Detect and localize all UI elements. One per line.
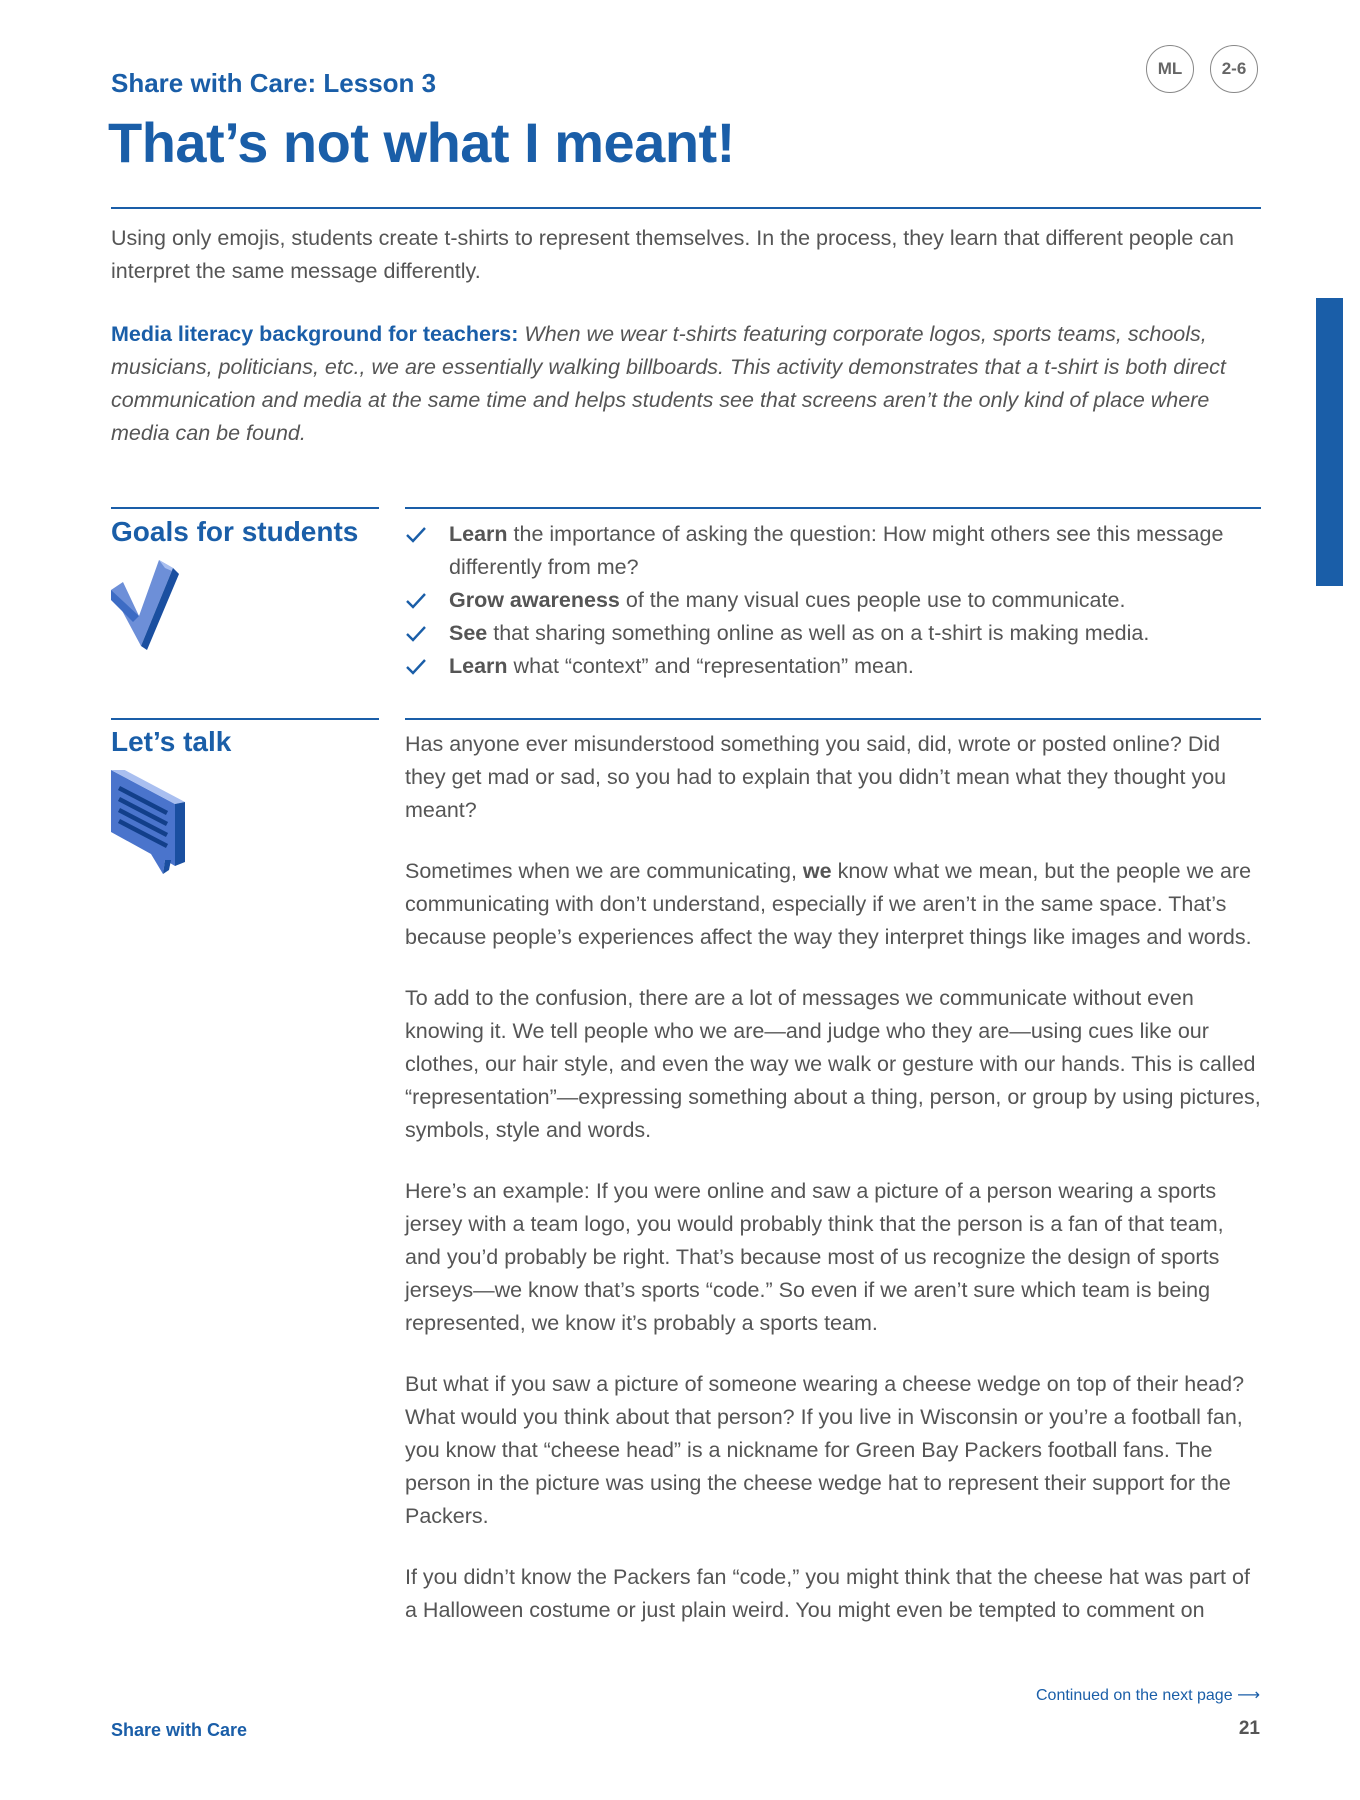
goal-item — [405, 518, 1265, 584]
talk-paragraph: To add to the confusion, there are a lot of messages we communicate without even knowing it. We tell people who we are—and judge who they are—using cues like our clothes, our hair style, and even the way we walk or gesture with our hands. This is called “representation”—expressing something about a thing, person, or group by using pictures, symbols, style and words. — [405, 986, 1261, 1142]
talk-left-divider — [111, 718, 379, 720]
check-icon — [405, 591, 427, 611]
continued-link[interactable] — [1036, 1685, 1260, 1705]
goals-title: Goals for students — [111, 516, 359, 547]
talk-span: know what we mean, but the people we are communicating with don’t understand, especially if we aren’t in the same space. That’s because people’s experiences affect the way they interpret things like images and words. — [405, 859, 1252, 949]
talk-paragraph — [405, 855, 1265, 954]
talk-span: Sometimes when we are communicating, — [405, 859, 803, 883]
goal-verb: Learn — [449, 522, 508, 546]
badge-ml: ML — [1146, 45, 1194, 93]
goal-item — [405, 584, 1265, 617]
page-title: That’s not what I meant! — [108, 111, 735, 174]
arrow-right-icon: ⟶ — [1237, 1687, 1260, 1704]
goals-right-divider — [405, 507, 1261, 509]
goal-item — [405, 617, 1265, 650]
page-number: 21 — [1238, 1718, 1260, 1739]
check-icon — [405, 657, 427, 677]
goals-left-divider — [111, 507, 379, 509]
talk-emphasis: we — [802, 859, 832, 883]
goal-text: the importance of asking the question: How might others see this message differently from me? — [449, 522, 1224, 579]
talk-paragraph: If you didn’t know the Packers fan “code,” you might think that the cheese hat was part of a Halloween costume or just plain weird. You might even be tempted to comment on — [405, 1565, 1250, 1622]
lesson-kicker: Share with Care: Lesson 3 — [111, 68, 437, 98]
goal-verb: See — [449, 621, 488, 645]
talk-body — [405, 728, 1265, 1655]
talk-paragraph: But what if you saw a picture of someone wearing a cheese wedge on top of their head? What would you think about that person? If you live in Wisconsin or you’re a football fan, you know that “cheese head” is a nickname for Green Bay Packers football fans. The person in the picture was using the cheese wedge hat to represent their support for the Packers. — [405, 1372, 1245, 1528]
intro-paragraph: Using only emojis, students create t-shirts to represent themselves. In the process, they learn that different people can interpret the same message differently. — [111, 226, 1234, 283]
background-lead: Media literacy background for teachers: — [111, 322, 519, 346]
checkmark-icon — [111, 560, 183, 650]
talk-paragraph: Has anyone ever misunderstood something you said, did, wrote or posted online? Did they get mad or sad, so you had to explain that you didn’t mean what they thought you meant? — [405, 732, 1227, 822]
badge-grade-range: 2-6 — [1210, 45, 1258, 93]
continued-label: Continued on the next page — [1036, 1687, 1233, 1704]
goal-text: what “context” and “representation” mean. — [507, 654, 914, 678]
side-tab-marker — [1316, 298, 1343, 586]
header-divider — [111, 207, 1261, 209]
goals-list — [405, 518, 1265, 683]
media-literacy-background — [111, 318, 1261, 450]
talk-title: Let’s talk — [111, 726, 232, 757]
check-icon — [405, 525, 427, 545]
goal-text: of the many visual cues people use to communicate. — [619, 588, 1126, 612]
speech-bubble-icon — [111, 770, 189, 874]
goal-item — [405, 650, 1265, 683]
check-icon — [405, 624, 427, 644]
goal-verb: Learn — [449, 654, 508, 678]
goal-verb: Grow awareness — [449, 588, 620, 612]
background-text: When we wear t-shirts featuring corporate logos, sports teams, schools, musicians, politicians, etc., we are essentially walking billboards. This activity demonstrates that a t-shirt is both direct communication and media at the same time and helps students see that screens aren’t the only kind of place where media can be found. — [111, 322, 1226, 445]
goal-text: that sharing something online as well as on a t-shirt is making media. — [487, 621, 1150, 645]
footer-title: Share with Care — [111, 1720, 248, 1740]
talk-paragraph: Here’s an example: If you were online and saw a picture of a person wearing a sports jersey with a team logo, you would probably think that the person is a fan of that team, and you’d probably be right. That’s because most of us recognize the design of sports jerseys—we know that’s sports “code.” So even if we aren’t sure which team is being represented, we know it’s probably a sports team. — [405, 1179, 1224, 1335]
talk-right-divider — [405, 718, 1261, 720]
